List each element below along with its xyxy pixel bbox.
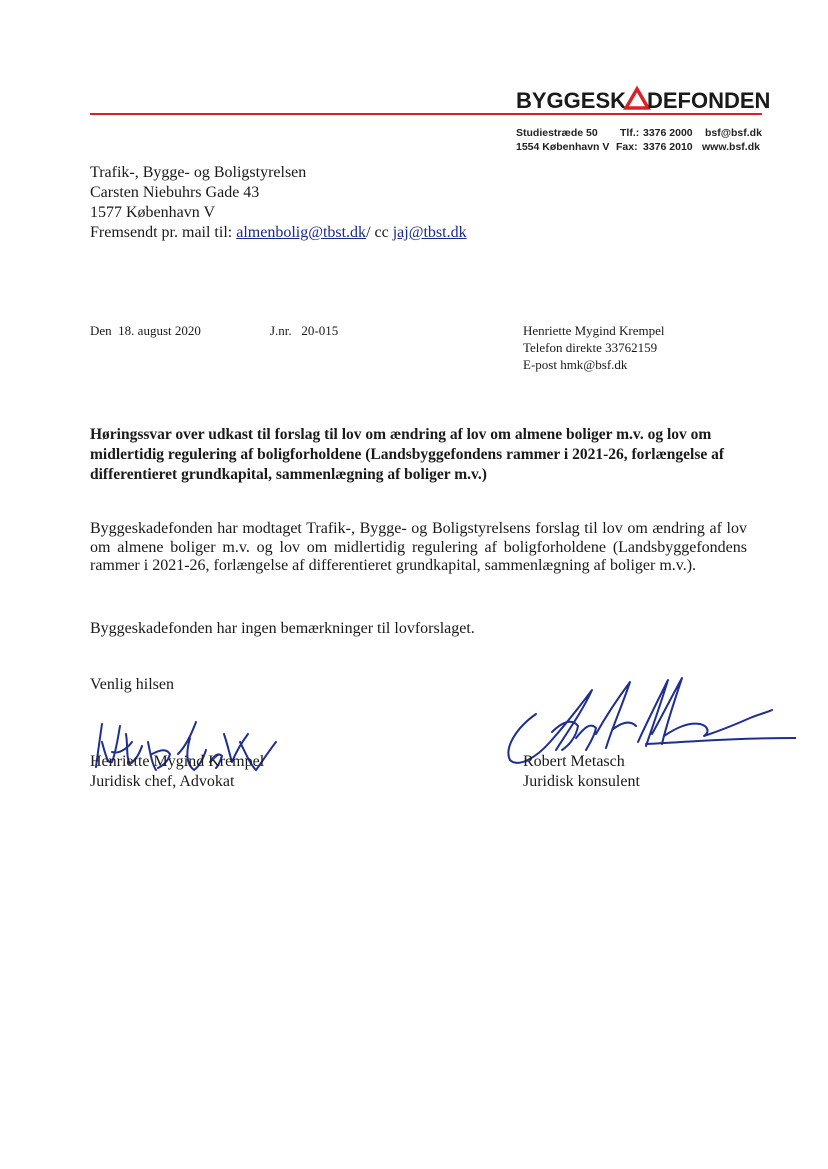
- recipient-line3: 1577 København V: [90, 204, 216, 221]
- letterhead-rule: [90, 113, 762, 115]
- email-primary-link[interactable]: almenbolig@tbst.dk: [236, 224, 367, 241]
- contact-fax-label: Fax:: [616, 141, 638, 153]
- closing-text: Venlig hilsen: [90, 676, 174, 693]
- email-cc-link[interactable]: jaj@tbst.dk: [392, 224, 467, 241]
- sender-name: Henriette Mygind Krempel: [523, 323, 665, 338]
- recipient-sent-line: [90, 223, 467, 243]
- body-paragraph-2: Byggeskadefonden har ingen bemærkninger til lovforslaget.: [90, 620, 475, 637]
- cc-text: / cc: [366, 224, 393, 241]
- recipient-address: [90, 163, 467, 243]
- signature-right-name: Robert Metasch: [523, 753, 625, 770]
- sender-info: [523, 322, 665, 373]
- signature-right-title: Juridisk konsulent: [523, 773, 640, 790]
- recipient-line1: Trafik-, Bygge- og Boligstyrelsen: [90, 164, 307, 181]
- contact-phone: 3376 2000: [643, 127, 693, 139]
- jnr-line: [270, 322, 338, 339]
- logo-text-left: BYGGESK: [516, 88, 627, 113]
- contact-web: www.bsf.dk: [702, 141, 760, 153]
- date-label: Den: [90, 323, 112, 338]
- contact-street: Studiestræde 50: [516, 127, 598, 139]
- contact-fax: 3376 2010: [643, 141, 693, 153]
- recipient-line2: Carsten Niebuhrs Gade 43: [90, 184, 260, 201]
- logo-text-right: DEFONDEN: [647, 88, 771, 113]
- logo-triangle-icon: [626, 89, 648, 108]
- jnr-value: 20-015: [301, 323, 339, 338]
- sent-prefix: Fremsendt pr. mail til:: [90, 224, 237, 241]
- contact-email: bsf@bsf.dk: [705, 127, 762, 139]
- date-value: 18. august 2020: [118, 323, 201, 338]
- contact-phone-label: Tlf.:: [620, 127, 640, 139]
- sender-phone: Telefon direkte 33762159: [523, 340, 658, 355]
- date-line: [90, 322, 201, 339]
- sender-email: E-post hmk@bsf.dk: [523, 357, 628, 372]
- signature-left-name: Henriette Mygind Krempel: [90, 753, 265, 770]
- body-paragraph-1: Byggeskadefonden har modtaget Trafik-, Bygge- og Boligstyrelsens forslag til lov om ændring af lov om almene boliger m.v. og lov om midlertidig regulering af boligforholdene (Landsbyggefondens rammer i 2021-26, forlængelse af differentieret grundkapital, sammenlægning af boliger m.v.).: [90, 520, 747, 574]
- signature-left-title: Juridisk chef, Advokat: [90, 773, 235, 790]
- contact-city: 1554 København V: [516, 141, 610, 153]
- subject-heading: Høringssvar over udkast til forslag til lov om ændring af lov om almene boliger m.v. og lov om midlertidig regulering af boligforholdene (Landsbyggefondens rammer i 2021-26, forlængelse af differentieret grundkapital, sammenlægning af boliger m.v.): [90, 426, 725, 483]
- jnr-label: J.nr.: [270, 323, 292, 338]
